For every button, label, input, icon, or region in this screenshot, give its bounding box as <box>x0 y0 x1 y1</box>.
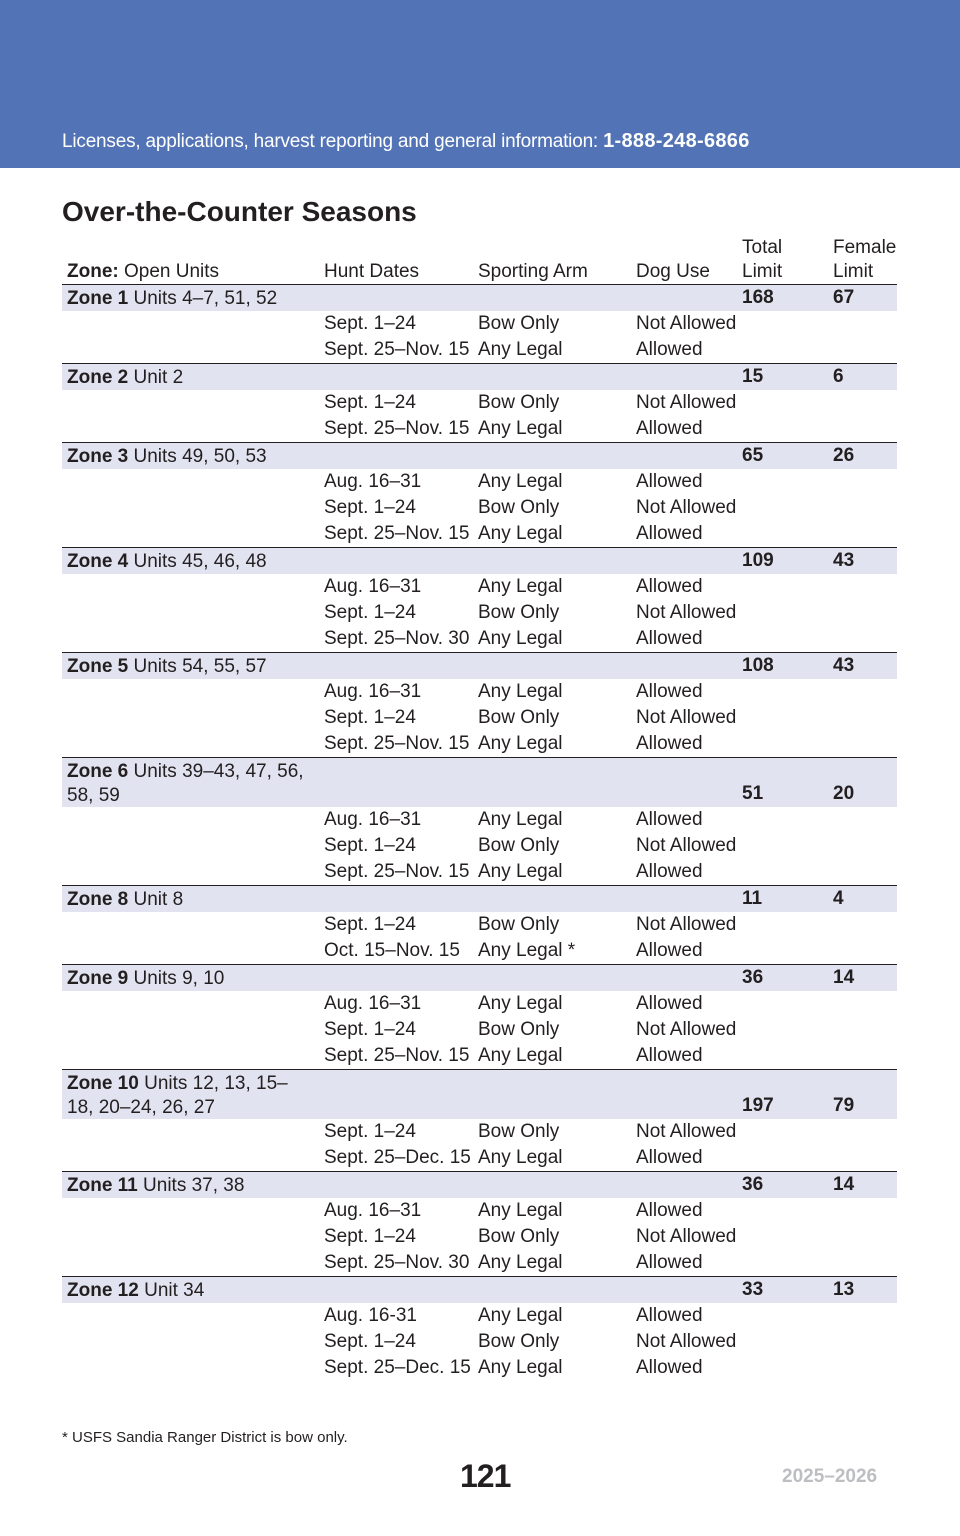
hunt-row <box>62 495 897 521</box>
hunt-row <box>62 626 897 652</box>
zone-name: Zone 4 <box>67 551 129 572</box>
zone-name: Zone 12 <box>67 1280 139 1301</box>
female-limit: 4 <box>833 888 844 909</box>
zone-units: Units 49, 50, 53 <box>128 446 267 467</box>
sporting-arm-cell: Any Legal <box>478 1252 563 1273</box>
hunt-dates-cell: Sept. 25–Dec. 15 <box>324 1147 471 1168</box>
sporting-arm-cell: Bow Only <box>478 392 560 413</box>
dog-use-cell: Allowed <box>636 861 703 882</box>
female-limit: 43 <box>833 655 855 676</box>
hunt-row <box>62 416 897 442</box>
hunt-row <box>62 731 897 757</box>
zone-name: Zone 9 <box>67 968 129 989</box>
zone-name: Zone 10 <box>67 1073 139 1094</box>
dog-use-cell: Allowed <box>636 1357 703 1378</box>
hunt-dates-cell: Sept. 1–24 <box>324 602 416 623</box>
hunt-row <box>62 1119 897 1145</box>
zone-label <box>67 1072 307 1120</box>
dog-use-cell: Not Allowed <box>636 1331 737 1352</box>
hunt-dates-cell: Sept. 1–24 <box>324 497 416 518</box>
zone-name: Zone 8 <box>67 889 129 910</box>
hunt-dates-cell: Sept. 25–Nov. 15 <box>324 339 470 360</box>
total-limit: 11 <box>742 888 763 909</box>
hunt-row <box>62 574 897 600</box>
zone-label <box>67 1279 307 1303</box>
zone-label <box>67 287 307 311</box>
total-limit: 109 <box>742 550 774 571</box>
female-limit: 67 <box>833 287 855 308</box>
hunt-row <box>62 1145 897 1171</box>
female-limit: 20 <box>833 783 855 804</box>
dog-use-cell: Allowed <box>636 681 703 702</box>
sporting-arm-cell: Any Legal <box>478 523 563 544</box>
hunt-dates-cell: Sept. 25–Dec. 15 <box>324 1357 471 1378</box>
hunt-row <box>62 859 897 885</box>
hunt-row <box>62 311 897 337</box>
sporting-arm-cell: Any Legal <box>478 628 563 649</box>
hunt-dates-cell: Sept. 1–24 <box>324 1226 416 1247</box>
dog-use-cell: Not Allowed <box>636 1019 737 1040</box>
hunt-row <box>62 1198 897 1224</box>
zone-units: Unit 34 <box>138 1280 205 1301</box>
sporting-arm-cell: Bow Only <box>478 835 560 856</box>
zone-row <box>62 547 897 574</box>
dog-use-cell: Allowed <box>636 1200 703 1221</box>
hunt-dates-cell: Sept. 1–24 <box>324 313 416 334</box>
dog-use-cell: Allowed <box>636 1147 703 1168</box>
sporting-arm-cell: Any Legal <box>478 861 563 882</box>
hunt-row <box>62 521 897 547</box>
zone-name: Zone 1 <box>67 288 129 309</box>
zone-units: Units 39–43, 47, 56, 58, 59 <box>67 761 304 806</box>
zone-label <box>67 967 307 991</box>
dog-use-cell: Not Allowed <box>636 914 737 935</box>
zone-units: Unit 2 <box>128 367 184 388</box>
hunt-row <box>62 991 897 1017</box>
hunt-row <box>62 390 897 416</box>
sporting-arm-cell: Bow Only <box>478 1331 560 1352</box>
dog-use-cell: Allowed <box>636 339 703 360</box>
sporting-arm-cell: Any Legal <box>478 418 563 439</box>
sporting-arm-cell: Any Legal <box>478 993 563 1014</box>
sporting-arm-cell: Any Legal * <box>478 940 576 961</box>
hunt-dates-cell: Sept. 25–Nov. 30 <box>324 1252 470 1273</box>
zone-units: Units 9, 10 <box>128 968 225 989</box>
zone-row <box>62 442 897 469</box>
dog-use-cell: Not Allowed <box>636 1226 737 1247</box>
zone-label <box>67 1174 307 1198</box>
header-total-limit-1: Total <box>742 237 783 258</box>
dog-use-cell: Allowed <box>636 733 703 754</box>
female-limit: 14 <box>833 967 855 988</box>
sporting-arm-cell: Bow Only <box>478 313 560 334</box>
dog-use-cell: Allowed <box>636 576 703 597</box>
header-banner <box>0 0 960 168</box>
zone-label <box>67 550 307 574</box>
sporting-arm-cell: Any Legal <box>478 1357 563 1378</box>
hunt-dates-cell: Sept. 1–24 <box>324 914 416 935</box>
hunt-row <box>62 337 897 363</box>
total-limit: 168 <box>742 287 774 308</box>
zone-units: Units 4–7, 51, 52 <box>128 288 278 309</box>
dog-use-cell: Allowed <box>636 471 703 492</box>
hunt-row <box>62 1017 897 1043</box>
zone-name: Zone 11 <box>67 1175 138 1196</box>
dog-use-cell: Allowed <box>636 1305 703 1326</box>
header-hunt-dates: Hunt Dates <box>324 261 420 282</box>
dog-use-cell: Allowed <box>636 1045 703 1066</box>
dog-use-cell: Allowed <box>636 993 703 1014</box>
sporting-arm-cell: Any Legal <box>478 471 563 492</box>
table-header <box>62 236 897 284</box>
female-limit: 14 <box>833 1174 855 1195</box>
total-limit: 36 <box>742 1174 764 1195</box>
sporting-arm-cell: Any Legal <box>478 1045 563 1066</box>
header-zone: Zone: Open Units <box>67 261 220 282</box>
hunt-dates-cell: Aug. 16–31 <box>324 576 422 597</box>
zone-row <box>62 1069 897 1119</box>
hunt-row <box>62 1043 897 1069</box>
total-limit: 197 <box>742 1095 774 1116</box>
footnote: * USFS Sandia Ranger District is bow only. <box>62 1429 348 1446</box>
dog-use-cell: Allowed <box>636 418 703 439</box>
sporting-arm-cell: Any Legal <box>478 576 563 597</box>
header-sporting-arm: Sporting Arm <box>478 261 588 282</box>
zone-row <box>62 1276 897 1303</box>
dog-use-cell: Allowed <box>636 940 703 961</box>
sporting-arm-cell: Bow Only <box>478 1121 560 1142</box>
total-limit: 51 <box>742 783 764 804</box>
seasons-table <box>62 284 897 1381</box>
hunt-dates-cell: Oct. 15–Nov. 15 <box>324 940 460 961</box>
dog-use-cell: Allowed <box>636 523 703 544</box>
header-female-limit-2: Limit <box>833 261 874 282</box>
zone-row <box>62 363 897 390</box>
hunt-dates-cell: Aug. 16–31 <box>324 471 422 492</box>
info-text: Licenses, applications, harvest reporting and general information: <box>62 131 599 152</box>
zone-label <box>67 366 307 390</box>
zone-row <box>62 1171 897 1198</box>
zone-row <box>62 652 897 679</box>
dog-use-cell: Not Allowed <box>636 835 737 856</box>
zone-units: Unit 8 <box>128 889 184 910</box>
hunt-row <box>62 679 897 705</box>
zone-name: Zone 5 <box>67 656 129 677</box>
zone-row <box>62 964 897 991</box>
total-limit: 15 <box>742 366 764 387</box>
hunt-row <box>62 807 897 833</box>
hunt-dates-cell: Sept. 25–Nov. 15 <box>324 733 470 754</box>
zone-label <box>67 888 307 912</box>
dog-use-cell: Not Allowed <box>636 707 737 728</box>
year-range: 2025–2026 <box>782 1466 878 1487</box>
total-limit: 33 <box>742 1279 764 1300</box>
dog-use-cell: Not Allowed <box>636 313 737 334</box>
hunt-dates-cell: Aug. 16–31 <box>324 681 422 702</box>
contact-info <box>62 130 750 153</box>
hunt-dates-cell: Sept. 1–24 <box>324 1331 416 1352</box>
zone-units: Units 45, 46, 48 <box>128 551 267 572</box>
hunt-dates-cell: Sept. 1–24 <box>324 835 416 856</box>
dog-use-cell: Not Allowed <box>636 392 737 413</box>
hunt-row <box>62 938 897 964</box>
hunt-row <box>62 1224 897 1250</box>
hunt-dates-cell: Sept. 25–Nov. 15 <box>324 1045 470 1066</box>
zone-label <box>67 655 307 679</box>
female-limit: 6 <box>833 366 844 387</box>
hunt-row <box>62 1355 897 1381</box>
hunt-row <box>62 469 897 495</box>
dog-use-cell: Not Allowed <box>636 497 737 518</box>
sporting-arm-cell: Bow Only <box>478 1019 560 1040</box>
zone-name: Zone 2 <box>67 367 129 388</box>
dog-use-cell: Allowed <box>636 1252 703 1273</box>
hunt-row <box>62 912 897 938</box>
header-total-limit-2: Limit <box>742 261 783 282</box>
hunt-dates-cell: Sept. 1–24 <box>324 707 416 728</box>
hunt-dates-cell: Sept. 25–Nov. 15 <box>324 861 470 882</box>
dog-use-cell: Not Allowed <box>636 1121 737 1142</box>
sporting-arm-cell: Bow Only <box>478 602 560 623</box>
hunt-row <box>62 833 897 859</box>
hunt-dates-cell: Sept. 1–24 <box>324 392 416 413</box>
hunt-dates-cell: Aug. 16-31 <box>324 1305 417 1326</box>
zone-row <box>62 284 897 311</box>
sporting-arm-cell: Any Legal <box>478 733 563 754</box>
female-limit: 26 <box>833 445 855 466</box>
header-dog-use: Dog Use <box>636 261 710 282</box>
dog-use-cell: Allowed <box>636 628 703 649</box>
sporting-arm-cell: Any Legal <box>478 1200 563 1221</box>
hunt-dates-cell: Aug. 16–31 <box>324 1200 422 1221</box>
female-limit: 79 <box>833 1095 855 1116</box>
hunt-dates-cell: Sept. 25–Nov. 15 <box>324 418 470 439</box>
zone-units: Units 37, 38 <box>137 1175 245 1196</box>
hunt-row <box>62 1250 897 1276</box>
phone-number[interactable]: 1-888-248-6866 <box>603 130 750 152</box>
sporting-arm-cell: Any Legal <box>478 1305 563 1326</box>
zone-label <box>67 760 307 808</box>
header-female-limit-1: Female <box>833 237 897 258</box>
sporting-arm-cell: Bow Only <box>478 497 560 518</box>
hunt-dates-cell: Aug. 16–31 <box>324 993 422 1014</box>
hunt-dates-cell: Sept. 25–Nov. 30 <box>324 628 470 649</box>
sporting-arm-cell: Bow Only <box>478 1226 560 1247</box>
hunt-row <box>62 1329 897 1355</box>
zone-label <box>67 445 307 469</box>
zone-name: Zone 6 <box>67 761 129 782</box>
zone-row <box>62 757 897 807</box>
zone-units: Units 54, 55, 57 <box>128 656 267 677</box>
sporting-arm-cell: Any Legal <box>478 339 563 360</box>
total-limit: 65 <box>742 445 764 466</box>
hunt-dates-cell: Sept. 25–Nov. 15 <box>324 523 470 544</box>
hunt-row <box>62 1303 897 1329</box>
sporting-arm-cell: Any Legal <box>478 809 563 830</box>
zone-row <box>62 885 897 912</box>
female-limit: 13 <box>833 1279 855 1300</box>
total-limit: 108 <box>742 655 774 676</box>
hunt-dates-cell: Sept. 1–24 <box>324 1019 416 1040</box>
sporting-arm-cell: Any Legal <box>478 681 563 702</box>
zone-units: Units 12, 13, 15–18, 20–24, 26, 27 <box>67 1073 288 1118</box>
page-number: 121 <box>460 1458 511 1494</box>
zone-name: Zone 3 <box>67 446 129 467</box>
hunt-dates-cell: Sept. 1–24 <box>324 1121 416 1142</box>
sporting-arm-cell: Bow Only <box>478 707 560 728</box>
dog-use-cell: Allowed <box>636 809 703 830</box>
hunt-row <box>62 705 897 731</box>
page-title: Over-the-Counter Seasons <box>62 196 417 227</box>
hunt-row <box>62 600 897 626</box>
hunt-dates-cell: Aug. 16–31 <box>324 809 422 830</box>
total-limit: 36 <box>742 967 764 988</box>
sporting-arm-cell: Bow Only <box>478 914 560 935</box>
sporting-arm-cell: Any Legal <box>478 1147 563 1168</box>
dog-use-cell: Not Allowed <box>636 602 737 623</box>
female-limit: 43 <box>833 550 855 571</box>
